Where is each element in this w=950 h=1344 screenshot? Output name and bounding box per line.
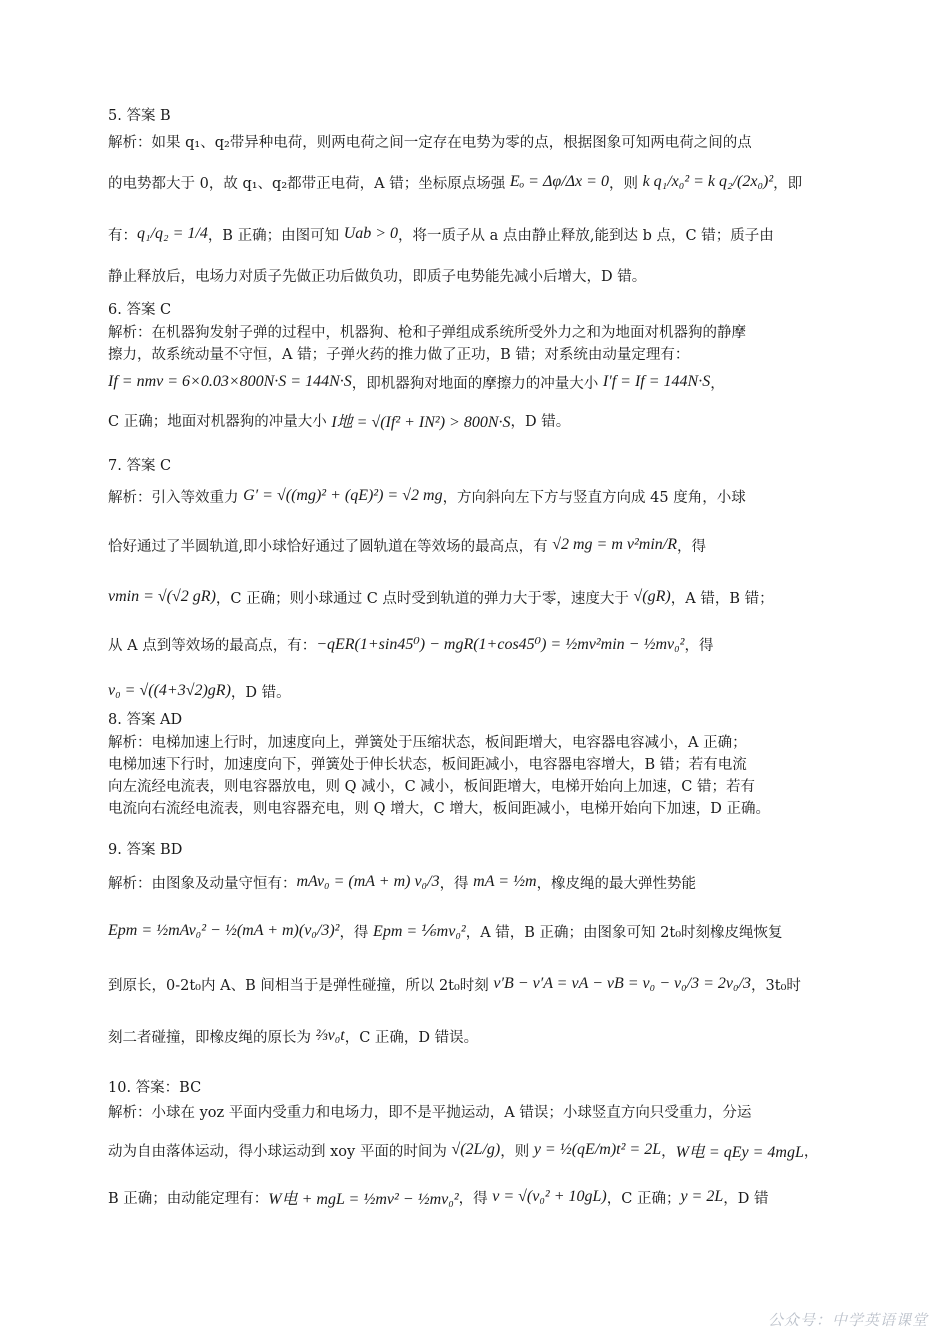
formula: G′ = √((mg)² + (qE)²) = √2 mg <box>243 487 443 504</box>
explanation-line <box>108 574 844 620</box>
text-run: 解析：引入等效重力 <box>108 489 244 506</box>
text-run: 动为自由落体运动，得小球运动到 xoy 平面的时间为 <box>108 1143 452 1160</box>
text-run: ，D 错。 <box>230 684 291 701</box>
text-run: ， <box>710 375 725 392</box>
answer-heading: 7. 答案 C <box>108 458 172 474</box>
explanation-line <box>108 774 844 796</box>
explanation-line <box>108 476 844 516</box>
text-run: 刻二者碰撞，即橡皮绳的原长为 <box>108 1029 316 1046</box>
formula: Eₒ = Δφ/Δx = 0 <box>509 173 609 190</box>
explanation-line <box>108 126 844 156</box>
formula: √2 mg = m v²min/R <box>552 536 678 553</box>
text-run: 静止释放后，电场力对质子先做正功后做负功，即质子电势能先减小后增大，D 错。 <box>108 268 647 285</box>
answer-heading: 10. 答案：BC <box>108 1080 202 1096</box>
explanation-line <box>108 364 844 400</box>
text-run: ，得 <box>439 875 474 892</box>
text-run: ， <box>661 1143 676 1160</box>
answer-q8 <box>108 710 844 818</box>
explanation-line <box>108 620 844 668</box>
watermark: 公众号：中学英语课堂 <box>767 1311 928 1329</box>
formula: y = ½(qE/m)t² = 2L <box>533 1141 662 1158</box>
text-run: 擦力，故系统动量不守恒，A 错；子弹火药的推力做了正功，B 错；对系统由动量定理有： <box>108 346 690 363</box>
text-run: ，则 <box>608 175 643 192</box>
answer-q6 <box>108 300 844 440</box>
formula: Epm = ⅙mv₀² <box>373 923 466 940</box>
text-run: 电梯加速下行时，加速度向下，弹簧处于伸长状态，板间距减小，电容器电容增大，B 错；若有电流 <box>108 756 747 773</box>
formula: q₁/q₂ = 1/4 <box>137 225 208 242</box>
answer-q5 <box>108 106 844 290</box>
text-run: ，3t₀时 <box>751 977 801 994</box>
text-run: ，方向斜向左下方与竖直方向成 45 度角，小球 <box>442 489 746 506</box>
formula: v₀ = √((4+3√2)gR) <box>108 682 231 699</box>
formula: ⅔v₀t <box>315 1027 345 1044</box>
text-run: ，橡皮绳的最大弹性势能 <box>536 875 697 892</box>
answer-heading: 8. 答案 AD <box>108 712 183 728</box>
answer-q7 <box>108 456 844 714</box>
answer-q10 <box>108 1078 844 1218</box>
text-run: 解析：如果 q₁、q₂带异种电荷，则两电荷之间一定存在电势为零的点，根据图象可知两电荷之间的点 <box>108 134 752 151</box>
explanation-line <box>108 516 844 574</box>
text-run: ，A 错，B 正确；由图象可知 2t₀时刻橡皮绳恢复 <box>465 924 783 941</box>
formula: W电 + mgL = ½mv² − ½mv₀² <box>268 1190 459 1208</box>
text-run: ，B 正确；由图可知 <box>207 227 344 244</box>
text-run: ，即机器狗对地面的摩擦力的冲量大小 <box>351 375 603 392</box>
answer-heading: 6. 答案 C <box>108 302 172 318</box>
text-run: B 正确；由动能定理有： <box>108 1190 269 1207</box>
text-run: ，得 <box>677 538 707 555</box>
explanation-line <box>108 1176 844 1218</box>
text-run: ，得 <box>458 1190 493 1207</box>
explanation-line <box>108 320 844 342</box>
text-run: 向左流经电流表，则电容器放电，则 Q 减小，C 减小，板间距增大，电梯开始向上加速，C 错；若有 <box>108 778 756 795</box>
formula: k q₁/x₀² = k q₂/(2x₀)² <box>642 173 774 190</box>
explanation-line <box>108 208 844 260</box>
formula: mAv₀ = (mA + m) v₀/3 <box>296 873 440 890</box>
text-run: 解析：小球在 yoz 平面内受重力和电场力，即不是平抛运动，A 错误；小球竖直方向只受重力，分运 <box>108 1104 752 1121</box>
explanation-line <box>108 1010 844 1062</box>
formula: vmin = √(√2 gR) <box>108 588 216 605</box>
explanation-line <box>108 342 844 364</box>
explanation-line <box>108 1098 844 1124</box>
text-run: 电流向右流经电流表，则电容器充电，则 Q 增大，C 增大，板间距减小，电梯开始向下加速，D 正确。 <box>108 800 771 817</box>
answer-heading: 9. 答案 BD <box>108 842 183 858</box>
answer-q9 <box>108 840 844 1062</box>
explanation-line <box>108 1124 844 1176</box>
explanation-line <box>108 904 844 958</box>
formula: v′B − v′A = vA − vB = v₀ − v₀/3 = 2v₀/3 <box>493 975 752 992</box>
text-run: ，得 <box>684 637 714 654</box>
text-run: ，C 正确； <box>606 1190 681 1207</box>
formula: I地 = √(If² + IN²) > 800N·S <box>331 413 511 431</box>
text-run: 解析：在机器狗发射子弹的过程中，机器狗、枪和子弹组成系统所受外力之和为地面对机器狗的静摩 <box>108 324 746 341</box>
text-run: ，D 错。 <box>510 413 571 430</box>
text-run: ，得 <box>339 924 374 941</box>
text-run: ，将一质子从 a 点由静止释放,能到达 b 点，C 错；质子由 <box>398 227 774 244</box>
text-run: 到原长，0-2t₀内 A、B 间相当于是弹性碰撞，所以 2t₀时刻 <box>108 977 494 994</box>
explanation-line <box>108 260 844 290</box>
answer-heading: 5. 答案 B <box>108 108 171 124</box>
text-run: ，C 正确；则小球通过 C 点时受到轨道的弹力大于零，速度大于 <box>215 590 634 607</box>
formula: Epm = ½mAv₀² − ½(mA + m)(v₀/3)² <box>108 922 340 939</box>
text-run: 解析：由图象及动量守恒有： <box>108 875 297 892</box>
formula: −qER(1+sin45⁰) − mgR(1+cos45⁰) = ½mv²min − ½mv₀² <box>316 636 685 653</box>
explanation-line <box>108 958 844 1010</box>
formula: mA = ½m <box>473 873 537 890</box>
text-run: 从 A 点到等效场的最高点，有： <box>108 637 317 654</box>
text-run: 有： <box>108 227 137 244</box>
formula: I′f = If = 144N·S <box>602 373 711 390</box>
formula: If = nmv = 6×0.03×800N·S = 144N·S <box>108 373 352 390</box>
explanation-line <box>108 752 844 774</box>
explanation-line <box>108 400 844 440</box>
text-run: 的电势都大于 0，故 q₁、q₂都带正电荷，A 错；坐标原点场强 <box>108 175 510 192</box>
explanation-line <box>108 796 844 818</box>
explanation-line <box>108 860 844 904</box>
text-run: ，则 <box>500 1143 534 1160</box>
formula: Uab > 0 <box>343 225 399 242</box>
explanation-line <box>108 668 844 714</box>
formula: √(gR) <box>633 588 671 605</box>
text-run: C 正确；地面对机器狗的冲量大小 <box>108 413 332 430</box>
formula: √(2L/g) <box>451 1141 501 1158</box>
text-run: ，即 <box>773 175 803 192</box>
text-run: ， <box>803 1143 819 1160</box>
text-run: 解析：电梯加速上行时，加速度向上，弹簧处于压缩状态，板间距增大，电容器电容减小，A 正确； <box>108 734 747 751</box>
text-run: ，C 正确，D 错误。 <box>344 1029 479 1046</box>
text-run: ，D 错 <box>723 1190 769 1207</box>
formula: W电 = qEy = 4mgL <box>675 1143 804 1161</box>
explanation-line <box>108 156 844 208</box>
text-run: 恰好通过了半圆轨道,即小球恰好通过了圆轨道在等效场的最高点，有 <box>108 538 553 555</box>
text-run: ，A 错，B 错； <box>670 590 774 607</box>
formula: v = √(v₀² + 10gL) <box>492 1188 607 1205</box>
explanation-line <box>108 730 844 752</box>
formula: y = 2L <box>680 1188 724 1205</box>
